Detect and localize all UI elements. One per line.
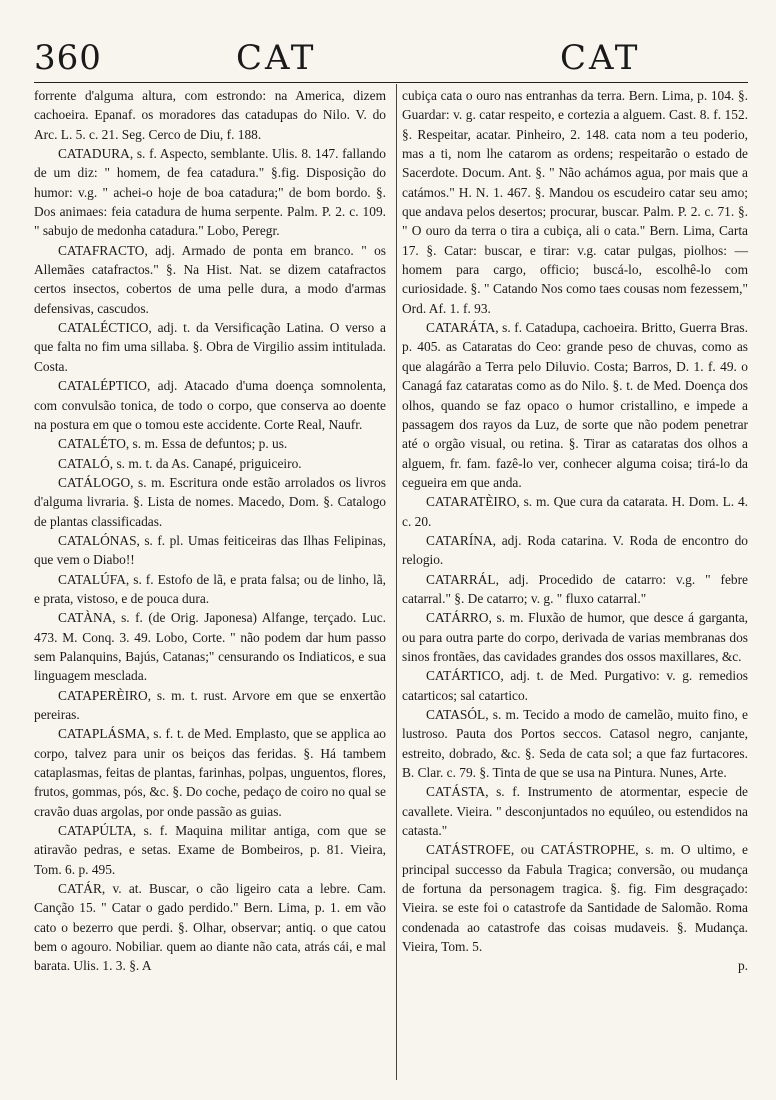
dictionary-entry: CATAPERÈIRO, s. m. t. rust. Arvore em que se enxertão pereiras. (34, 687, 386, 722)
dictionary-entry: CATASÓL, s. m. Tecido a modo de camelão, muito fino, e lustroso. Pauta dos Portos seccos. Catasol negro, canjante, estreito, dobrado, &c. §. Seda de cata sol; a que faz furtacores. B. Clar. c. 79. §. Tinta de que se usa na Pintura. Nunes, Arte. (402, 707, 748, 781)
page-number: 360 (34, 38, 102, 78)
dictionary-entry: cubiça cata o ouro nas entranhas da terra. Bern. Lima, p. 104. §. Guardar: v. g. catar respeito, e cortezia a alguem. Cast. 8. f. 152. §. Respeitar, acatar. Pinheiro, 2. 148. cata nom a teu poderio, mas a ti, nom lhe catarom as ordens; respeitarão o estado de Sacerdote. Docum. Ant. §. " Não achámos agua, por mais que a catámos." H. N. 1. 467. §. Mandou os escudeiro catar seu amo; que andava pelos desertos; procurar, buscar. Palm. P. 2. c. 71. §. " O ouro da terra o tira a cubiça, ali o cata." Bern. Lima, Carta 17. §. Catar: buscar, e tirar: v.g. catar pulgas, piolhos: — homem para cargo, officio; buscá-lo, escolhê-lo com curiosidade. §. " Catando Nos como taes cousas nom fezessem," Ord. Af. 1. f. 93. (402, 88, 748, 316)
dictionary-entry: CATALÉTO, s. m. Essa de defuntos; p. us. (58, 436, 288, 452)
dictionary-entry: CATARÍNA, adj. Roda catarina. V. Roda de encontro do relogio. (402, 532, 748, 568)
page-header (0, 38, 776, 82)
dictionary-entry: CATALÚFA, s. f. Estofo de lã, e prata falsa; ou de linho, lã, e prata, vistoso, e de pouca dura. (34, 571, 386, 606)
guide-word-right: CAT (560, 38, 641, 78)
dictionary-entry: CATAPÚLTA, s. f. Maquina militar antiga, com que se atiravão pedras, e setas. Exame de Bombeiros, p. 81. Vieira, Tom. 6. p. 495. (34, 823, 386, 877)
dictionary-entry: CATÁRTICO, adj. t. de Med. Purgativo: v. g. remedios catarticos; sal catartico. (402, 668, 748, 703)
left-column (34, 86, 386, 976)
guide-word-left: CAT (236, 38, 317, 78)
dictionary-entry: CATÁRRO, s. m. Fluxão de humor, que desce á garganta, ou para outra parte do corpo, derivada de varias membranas dos sinos frontães, das cavidades grandes dos ossos maxillares, &c. (402, 610, 748, 664)
dictionary-entry: CATARRÁL, adj. Procedido de catarro: v.g. " febre catarral." §. De catarro; v. g. " fluxo catarral." (402, 571, 748, 606)
catchword: p. (737, 958, 748, 974)
dictionary-entry: CATÁSTA, s. f. Instrumento de atormentar, especie de cavallete. Vieira. " desconjuntados no equúleo, ou estendidos na catasta." (402, 784, 748, 839)
dictionary-entry: CATAPLÁSMA, s. f. t. de Med. Emplasto, que se applica ao corpo, talvez para unir os beiços das feridas. §. Há tambem cataplasmas, feitas de plantas, farinhas, polpas, unguentos, flores, frutos, gommas, pós, &c. §. Do coche, pedaço de coiro no qual se cravão duas argolas, por onde passão as guias. (34, 726, 386, 819)
column-divider (396, 84, 397, 1080)
dictionary-entry: CATAFRACTO, adj. Armado de ponta em branco. " os Allemães catafractos." §. Na Hist. Nat. se dizem catafractos certos insectos, cobertos de uma pelle dura, a modo d'armas defensivas, cascudos. (34, 242, 386, 316)
dictionary-entry: CATADURA, s. f. Aspecto, semblante. Ulis. 8. 147. fallando de um diz: " homem, de fea catadura." §.fig. Disposição do humor: v.g. " achei-o hoje de boa catadura;" de bom bordo. §. Dos animaes: feia catadura de huma serpente. Palm. P. 2. c. 109. " sabujo de medonha catadura." Lobo, Peregr. (34, 146, 386, 239)
dictionary-entry: CATÁLOGO, s. m. Escritura onde estão arrolados os livros d'alguma livraria. §. Lista de nomes. Macedo, Dom. §. Catalogo de plantas classificadas. (34, 474, 386, 529)
dictionary-entry: CATÁSTROFE, ou CATÁSTROPHE, s. m. O ultimo, e principal successo da Fabula Tragica; conversão, ou mudança de fortuna da personagem tragica. §. fig. Fim desgraçado: Vieira. se este foi o catastrofe da Santidade de Salomão. Roma condenada ao catastrofe das coisas mudaveis. §. Mudança. Vieira, Tom. 5. (402, 842, 748, 955)
dictionary-entry: CATARATÈIRO, s. m. Que cura da catarata. H. Dom. L. 4. c. 20. (402, 494, 748, 529)
dictionary-entry: forrente d'alguma altura, com estrondo: na America, dizem cachoeira. Epanaf. os moradores das catadupas do Nilo. V. do Arc. L. 5. c. 21. Seg. Cerco de Diu, f. 188. (34, 88, 386, 142)
dictionary-entry: CATARÁTA, s. f. Catadupa, cachoeira. Britto, Guerra Bras. p. 405. as Cataratas do Ceo: grande peso de chuvas, como as que alagárão a Terra pelo Diluvio. Costa; Barros, D. 1. f. 49. o Canagá faz cataratas como as do Nilo. §. t. de Med. Doença dos olhos, quando se faz opaco o humor cristallino, e impede a passagem dos rayos da Luz, de sorte que não podem penetrar até o orgão visual, ou retina. §. Tirar as cataratas dos olhos a alguem, fr. fam. fazê-lo ver, conhecer alguma coisa; tirá-lo da cegueira em que anda. (402, 320, 748, 490)
dictionary-entry: CATALÓNAS, s. f. pl. Umas feiticeiras das Ilhas Felipinas, que vem o Diabo!! (34, 532, 386, 568)
dictionary-entry: CATALÉPTICO, adj. Atacado d'uma doença somnolenta, com convulsão tonica, de todo o corpo, que conserva ao doente na postura em que o tomou este accidente. Corte Real, Naufr. (34, 378, 386, 432)
dictionary-entry: CATALÉCTICO, adj. t. da Versificação Latina. O verso a que falta no fim uma sillaba. §. Obra de Virgilio assim intitulada. Costa. (34, 320, 386, 374)
right-column (402, 86, 748, 976)
dictionary-entry: CATÀNA, s. f. (de Orig. Japonesa) Alfange, terçado. Luc. 473. M. Conq. 3. 49. Lobo, Corte. " não podem dar hum passo sem Palanquins, Bajús, Catanas;" censurando os Indiaticos, e sua linguagem mesclada. (34, 610, 386, 684)
header-rule (34, 82, 748, 83)
dictionary-entry: CATALÓ, s. m. t. da As. Canapé, priguiceiro. (58, 455, 302, 471)
dictionary-entry: CATÁR, v. at. Buscar, o cão ligeiro cata a lebre. Cam. Canção 15. " Catar o gado perdido." Bern. Lima, p. 1. em vão cato o bezerro que perdi. §. Olhar, observar; antiq. o que catou bem o agouro. Nobiliar. quem ao diante não cata, atrás cái, e mal barata. Ulis. 1. 3. §. A (34, 881, 386, 974)
